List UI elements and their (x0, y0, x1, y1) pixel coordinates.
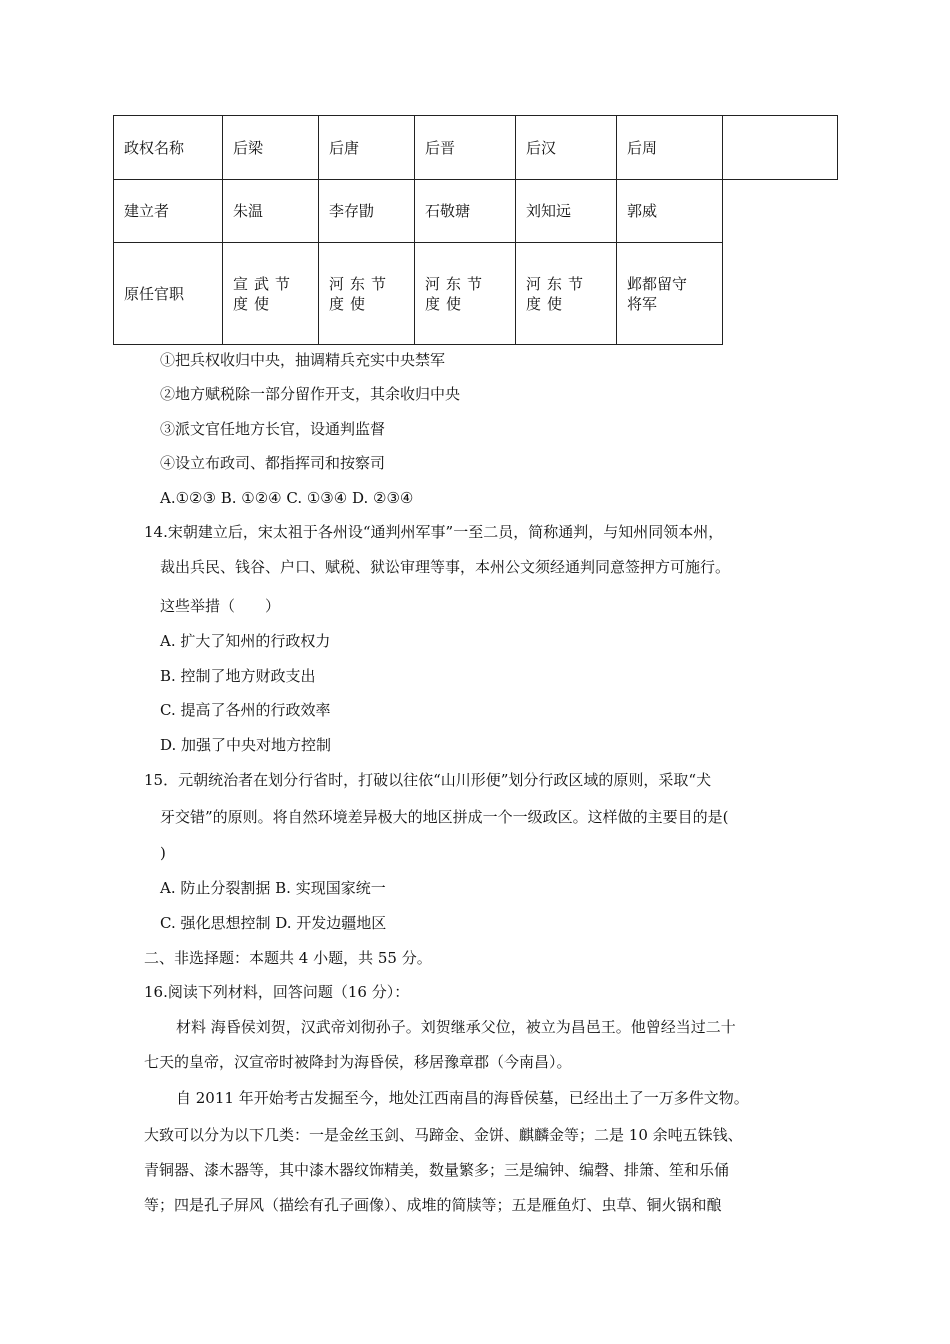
q14-choice-a: A. 扩大了知州的行政权力 (160, 632, 331, 650)
table-cell: 河东节 度使 (516, 243, 617, 345)
q15-stem-line3: ) (160, 844, 166, 862)
table-cell-blank (723, 180, 838, 243)
table-cell: 河东节 度使 (319, 243, 415, 345)
q14-choice-c: C. 提高了各州的行政效率 (160, 701, 331, 719)
table-cell: 建立者 (114, 180, 223, 243)
table-cell: 邺都留守 将军 (617, 243, 723, 345)
table-cell: 李存勖 (319, 180, 415, 243)
table-cell-empty (723, 116, 838, 180)
table-cell-blank (723, 243, 838, 345)
table-cell: 政权名称 (114, 116, 223, 180)
q16-material-line2: 七天的皇帝，汉宣帝时被降封为海昏侯，移居豫章郡（今南昌）。 (144, 1053, 572, 1071)
q14-stem-line3: 这些举措（ ） (160, 597, 281, 615)
option-1: ①把兵权收归中央，抽调精兵充实中央禁军 (160, 351, 446, 369)
table-cell: 刘知远 (516, 180, 617, 243)
q15-choices-cd: C. 强化思想控制 D. 开发边疆地区 (160, 914, 387, 932)
q16-material-line1: 材料 海昏侯刘贺，汉武帝刘彻孙子。刘贺继承父位，被立为昌邑王。他曾经当过二十 (176, 1018, 736, 1036)
option-3: ③派文官任地方长官，设通判监督 (160, 420, 386, 438)
table-cell: 原任官职 (114, 243, 223, 345)
option-4: ④设立布政司、都指挥司和按察司 (160, 454, 386, 472)
table-row (114, 243, 838, 345)
q14-stem-line1: 14.宋朝建立后，宋太祖于各州设“通判州军事”一至二员，简称通判，与知州同领本州， (144, 523, 724, 541)
table-cell: 后周 (617, 116, 723, 180)
q15-stem-line2: 牙交错”的原则。将自然环境差异极大的地区拼成一个一级政区。这样做的主要目的是( (160, 808, 729, 826)
table-row (114, 180, 838, 243)
q14-stem-line2: 裁出兵民、钱谷、户口、赋税、狱讼审理等事，本州公文须经通判同意签押方可施行。 (160, 558, 731, 576)
table-cell: 后晋 (415, 116, 516, 180)
table-cell: 郭威 (617, 180, 723, 243)
q15-choices-ab: A. 防止分裂割据 B. 实现国家统一 (160, 879, 386, 897)
table-cell: 朱温 (223, 180, 319, 243)
q16-title: 16.阅读下列材料，回答问题（16 分）： (144, 983, 410, 1001)
option-2: ②地方赋税除一部分留作开支，其余收归中央 (160, 385, 461, 403)
table-cell: 后梁 (223, 116, 319, 180)
table-cell: 后汉 (516, 116, 617, 180)
q13-choices: A.①②③ B. ①②④ C. ①③④ D. ②③④ (160, 489, 414, 507)
table-cell: 后唐 (319, 116, 415, 180)
q14-choice-d: D. 加强了中央对地方控制 (160, 736, 332, 754)
table-cell: 宣武节 度使 (223, 243, 319, 345)
table-cell: 河东节 度使 (415, 243, 516, 345)
q16-material-line5: 青铜器、漆木器等，其中漆木器纹饰精美，数量繁多；三是编钟、编磬、排箫、笙和乐俑 (144, 1161, 730, 1179)
table-row (114, 116, 838, 180)
regime-table (113, 115, 838, 345)
section-heading: 二、非选择题：本题共 4 小题，共 55 分。 (144, 949, 432, 967)
q16-material-line4: 大致可以分为以下几类：一是金丝玉剑、马蹄金、金饼、麒麟金等；二是 10 余吨五铢钱、 (144, 1126, 743, 1144)
q16-material-line3: 自 2011 年开始考古发掘至今，地处江西南昌的海昏侯墓，已经出土了一万多件文物。 (176, 1089, 749, 1107)
q15-stem-line1: 15．元朝统治者在划分行省时，打破以往依“山川形便”划分行政区域的原则，采取“犬 (144, 771, 712, 789)
q14-choice-b: B. 控制了地方财政支出 (160, 667, 316, 685)
table-cell: 石敬瑭 (415, 180, 516, 243)
q16-material-line6: 等；四是孔子屏风（描绘有孔子画像）、成堆的简牍等；五是雁鱼灯、虫草、铜火锅和酿 (144, 1196, 722, 1214)
